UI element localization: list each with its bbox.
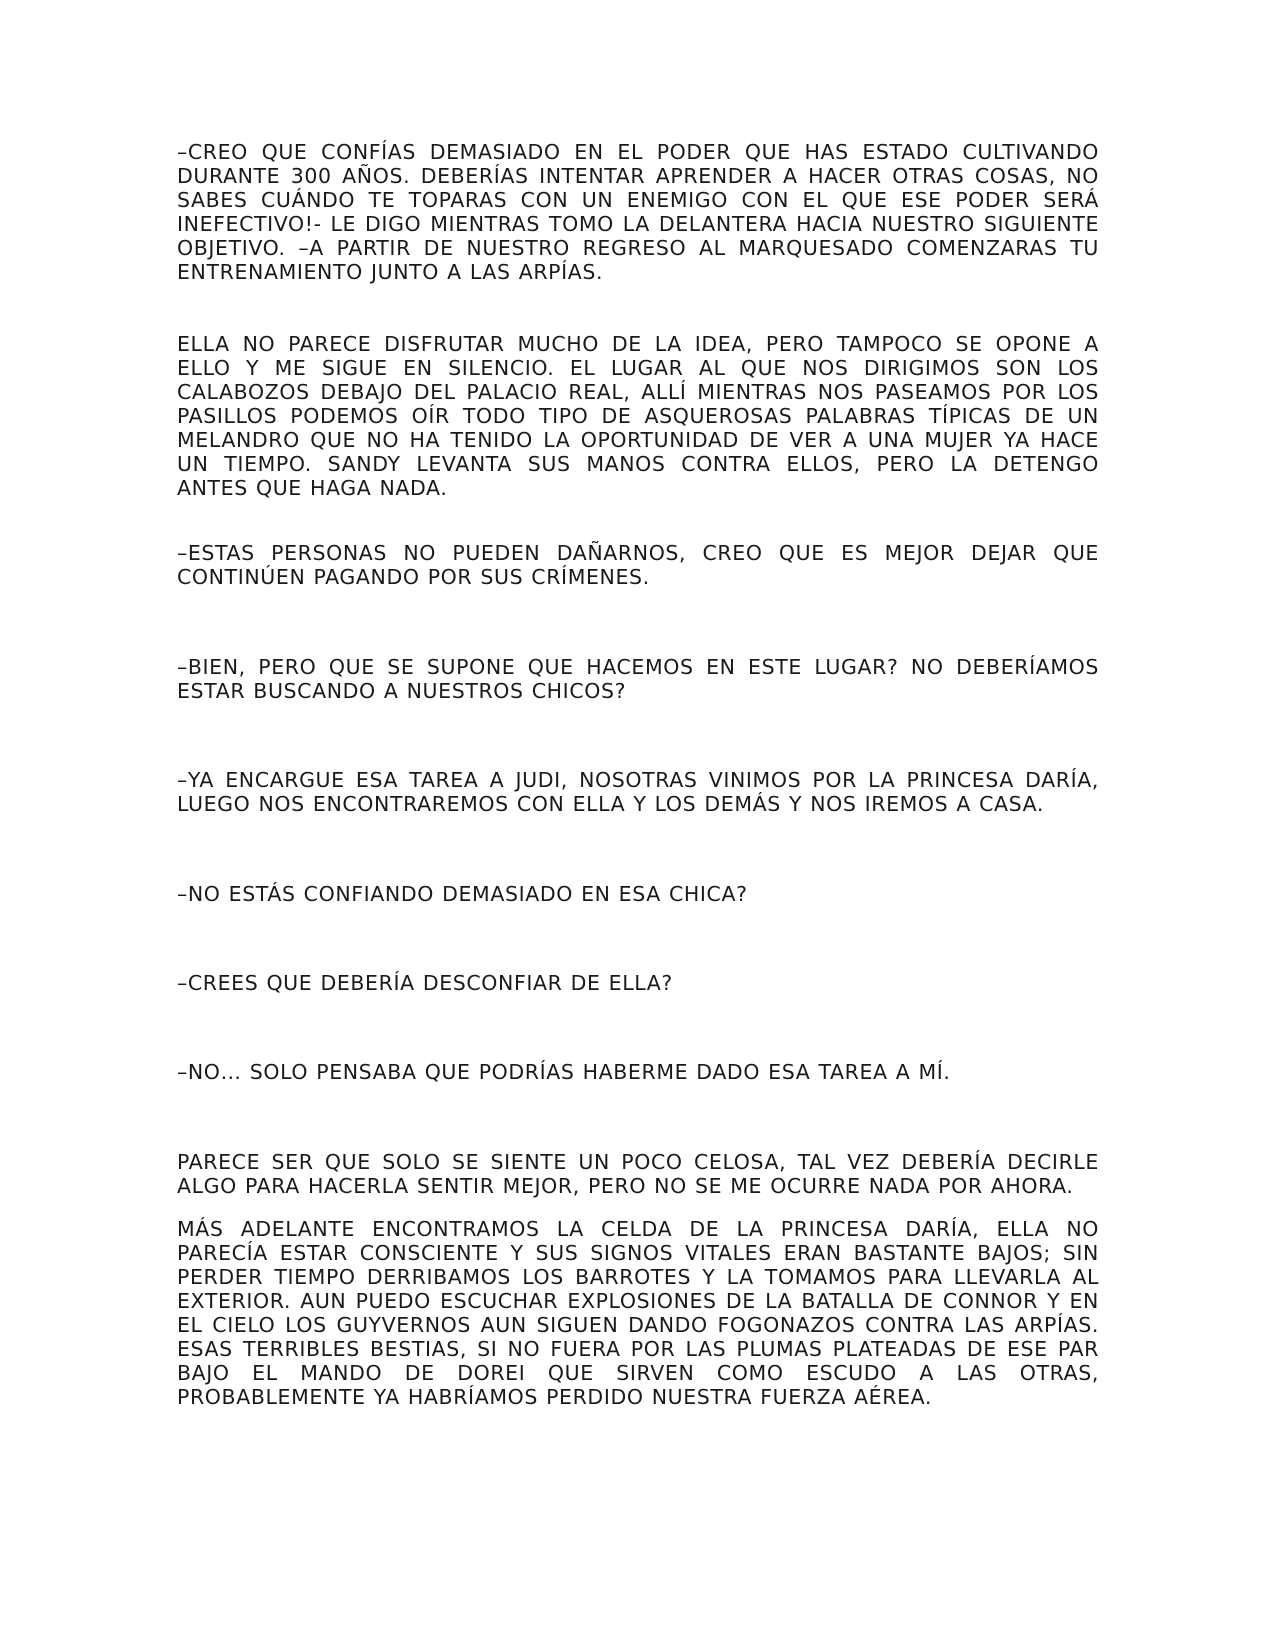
paragraph-5 <box>177 768 1099 816</box>
paragraph-6 <box>177 882 1099 906</box>
narration-text: ELLA NO PARECE DISFRUTAR MUCHO DE LA IDEA, PERO TAMPOCO SE OPONE A ELLO Y ME SIGUE EN SILENCIO. EL LUGAR AL QUE NOS DIRIGIMOS SON LOS CALABOZOS DEBAJO DEL PALACIO REAL, ALLÍ MIENTRAS NOS PASEAMOS POR LOS PASILLOS PODEMOS OÍR TODO TIPO DE ASQUEROSAS PALABRAS TÍPICAS DE UN MELANDRO QUE NO HA TENIDO LA OPORTUNIDAD DE VER A UNA MUJER YA HACE UN TIEMPO. SANDY LEVANTA SUS MANOS CONTRA ELLOS, PERO LA DETENGO ANTES QUE HAGA NADA. <box>177 332 1099 500</box>
paragraph-7 <box>177 971 1099 995</box>
paragraph-9 <box>177 1150 1099 1198</box>
dialogue-text: –NO… SOLO PENSABA QUE PODRÍAS HABERME DADO ESA TAREA A MÍ. <box>177 1060 951 1084</box>
paragraph-10 <box>177 1217 1099 1409</box>
dialogue-text: –NO ESTÁS CONFIANDO DEMASIADO EN ESA CHICA? <box>177 882 748 906</box>
dialogue-text: –CREES QUE DEBERÍA DESCONFIAR DE ELLA? <box>177 971 673 995</box>
narration-text: MÁS ADELANTE ENCONTRAMOS LA CELDA DE LA PRINCESA DARÍA, ELLA NO PARECÍA ESTAR CONSCIENTE Y SUS SIGNOS VITALES ERAN BASTANTE BAJOS; SIN PERDER TIEMPO DERRIBAMOS LOS BARROTES Y LA TOMAMOS PARA LLEVARLA AL EXTERIOR. AUN PUEDO ESCUCHAR EXPLOSIONES DE LA BATALLA DE CONNOR Y EN EL CIELO LOS GUYVERNOS AUN SIGUEN DANDO FOGONAZOS CONTRA LAS ARPÍAS. ESAS TERRIBLES BESTIAS, SI NO FUERA POR LAS PLUMAS PLATEADAS DE ESE PAR BAJO EL MANDO DE DOREI QUE SIRVEN COMO ESCUDO A LAS OTRAS, PROBABLEMENTE YA HABRÍAMOS PERDIDO NUESTRA FUERZA AÉREA. <box>177 1217 1099 1409</box>
dialogue-text: –ESTAS PERSONAS NO PUEDEN DAÑARNOS, CREO QUE ES MEJOR DEJAR QUE CONTINÚEN PAGANDO POR SUS CRÍMENES. <box>177 541 1099 589</box>
paragraph-1 <box>177 140 1099 284</box>
paragraph-8 <box>177 1060 1099 1084</box>
paragraph-4 <box>177 655 1099 703</box>
dialogue-text: –BIEN, PERO QUE SE SUPONE QUE HACEMOS EN ESTE LUGAR? NO DEBERÍAMOS ESTAR BUSCANDO A NUESTROS CHICOS? <box>177 655 1099 703</box>
paragraph-2 <box>177 332 1099 500</box>
dialogue-text: –YA ENCARGUE ESA TAREA A JUDI, NOSOTRAS VINIMOS POR LA PRINCESA DARÍA, LUEGO NOS ENCONTRAREMOS CON ELLA Y LOS DEMÁS Y NOS IREMOS A CASA. <box>177 768 1099 816</box>
narration-text: PARECE SER QUE SOLO SE SIENTE UN POCO CELOSA, TAL VEZ DEBERÍA DECIRLE ALGO PARA HACERLA SENTIR MEJOR, PERO NO SE ME OCURRE NADA POR AHORA. <box>177 1150 1099 1198</box>
dialogue-text: –CREO QUE CONFÍAS DEMASIADO EN EL PODER QUE HAS ESTADO CULTIVANDO DURANTE 300 AÑOS. DEBERÍAS INTENTAR APRENDER A HACER OTRAS COSAS, NO SABES CUÁNDO TE TOPARAS CON UN ENEMIGO CON EL QUE ESE PODER SERÁ INEFECTIVO!- LE DIGO MIENTRAS TOMO LA DELANTERA HACIA NUESTRO SIGUIENTE OBJETIVO. –A PARTIR DE NUESTRO REGRESO AL MARQUESADO COMENZARAS TU ENTRENAMIENTO JUNTO A LAS ARPÍAS. <box>177 140 1099 284</box>
paragraph-3 <box>177 541 1099 589</box>
